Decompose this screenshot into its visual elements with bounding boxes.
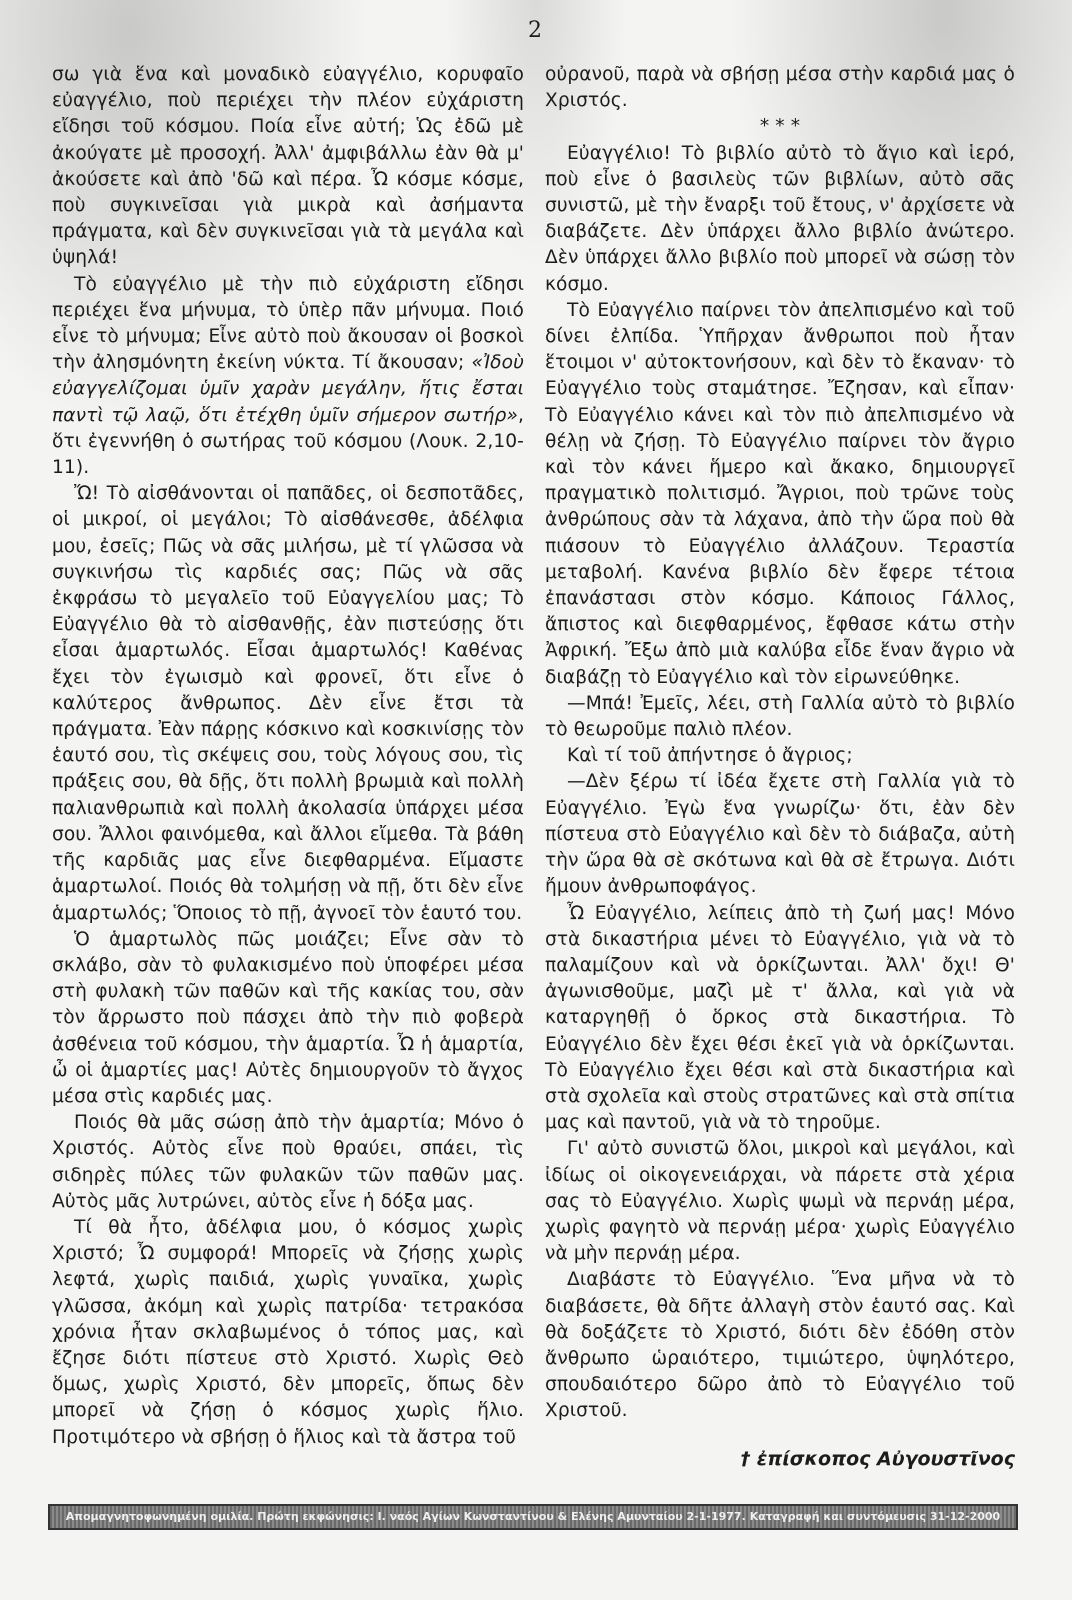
scripture-quote: «Ἰδοὺ εὐαγγελίζομαι ὑμῖν χαρὰν μεγάλην, ἥτις ἔσται παντὶ τῷ λαῷ, ὅτι ἐτέχθη ὑμῖν σήμερον σωτήρ» (52, 352, 524, 426)
paragraph: Ὁ ἁμαρτωλὸς πῶς μοιάζει; Εἶνε σὰν τὸ σκλάβο, σὰν τὸ φυλακισμένο ποὺ ὑποφέρει μέσα στὴ φυλακὴ τῶν παθῶν καὶ τῆς κακίας του, σὰν τὸν ἄρρωστο ποὺ πάσχει ἀπὸ τὴν πιὸ φοβερὰ ἀσθένεια τοῦ κόσμου, τὴν ἁμαρτία. Ὦ ἡ ἁμαρτία, ὦ οἱ ἁμαρτίες μας! Αὐτὲς δημιουργοῦν τὸ ἄγχος μέσα στὶς καρδιές μας. (52, 928, 524, 1107)
right-column (545, 62, 1015, 1425)
paragraph: Γι' αὐτὸ συνιστῶ ὅλοι, μικροὶ καὶ μεγάλοι, καὶ ἰδίως οἱ οἰκογενειάρχαι, νὰ πάρετε στὰ χέρια σας τὸ Εὐαγγέλιο. Χωρὶς ψωμὶ νὰ περνάῃ μέρα, χωρὶς φαγητὸ νὰ περνάῃ μέρα· χωρὶς Εὐαγγέλιο νὰ μὴν περνάῃ μέρα. (545, 1138, 1015, 1265)
paragraph: σω γιὰ ἕνα καὶ μοναδικὸ εὐαγγέλιο, κορυφαῖο εὐαγγέλιο, ποὺ περιέχει τὴν πλέον εὐχάριστη εἴδησι τοῦ κόσμου. Ποία εἶνε αὐτή; Ὡς ἐδῶ μὲ ἀκούγατε μὲ προσοχή. Ἀλλ' ἀμφιβάλλω ἐὰν θὰ μ' ἀκούσετε καὶ ἀπὸ 'δῶ καὶ πέρα. Ὦ κόσμε κόσμε, ποὺ συγκινεῖσαι γιὰ μικρὰ καὶ ἀσήμαντα πράγματα, καὶ δὲν συγκινεῖσαι γιὰ τὰ μεγάλα καὶ ὑψηλά! (52, 64, 524, 269)
paragraph: οὐρανοῦ, παρὰ νὰ σβήσῃ μέσα στὴν καρδιά μας ὁ Χριστός. (545, 64, 1015, 112)
paragraph: Τὸ Εὐαγγέλιο παίρνει τὸν ἀπελπισμένο καὶ τοῦ δίνει ἐλπίδα. Ὑπῆρχαν ἄνθρωποι ποὺ ἦταν ἕτοιμοι ν' αὐτοκτονήσουν, καὶ δὲν τὸ ἔκαναν· τὸ Εὐαγγέλιο τοὺς σταμάτησε. Ἔζησαν, καὶ εἶπαν· Τὸ Εὐαγγέλιο κάνει καὶ τὸν πιὸ ἀπελπισμένο νὰ θέλῃ νὰ ζήσῃ. Τὸ Εὐαγγέλιο παίρνει τὸν ἄγριο καὶ τὸν κάνει ἥμερο καὶ ἄκακο, δημιουργεῖ πραγματικὸ πολιτισμό. Ἄγριοι, ποὺ τρῶνε τοὺς ἀνθρώπους σὰν τὰ λάχανα, ἀπὸ τὴν ὥρα ποὺ θὰ πιάσουν τὸ Εὐαγγέλιο ἀλλάζουν. Τεραστία μεταβολή. Κανένα βιβλίο δὲν ἔφερε τέτοια ἐπανάστασι στὸν κόσμο. Κάποιος Γάλλος, ἄπιστος καὶ διεφθαρμένος, ἔφθασε κάτω στὴν Ἀφρική. Ἔξω ἀπὸ μιὰ καλύβα εἶδε ἕναν ἄγριο νὰ διαβάζῃ τὸ Εὐαγγέλιο καὶ τὸν εἰρωνεύθηκε. (545, 299, 1015, 688)
author-signature: † ἐπίσκοπος Αὐγουστῖνος (740, 1448, 1015, 1470)
paragraph: Ὤ! Τὸ αἰσθάνονται οἱ παπᾶδες, οἱ δεσποτᾶδες, οἱ μικροί, οἱ μεγάλοι; Τὸ αἰσθάνεσθε, ἀδέλφια μου, ἐσεῖς; Πῶς νὰ σᾶς μιλήσω, μὲ τί γλῶσσα νὰ συγκινήσω τὶς καρδιές σας; Πῶς νὰ σᾶς ἐκφράσω τὸ μεγαλεῖο τοῦ Εὐαγγελίου μας; Τὸ Εὐαγγέλιο θὰ τὸ αἰσθανθῇς, ἐὰν πιστεύσῃς ὅτι εἶσαι ἁμαρτωλός. Εἶσαι ἁμαρτωλός! Καθένας ἔχει τὸν ἐγωισμὸ καὶ φρονεῖ, ὅτι εἶνε ὁ καλύτερος ἄνθρωπος. Δὲν εἶνε ἔτσι τὰ πράγματα. Ἐὰν πάρῃς κόσκινο καὶ κοσκινίσῃς τὸν ἑαυτό σου, τὶς σκέψεις σου, τοὺς λόγους σου, τὶς πράξεις σου, θὰ δῇς, ὅτι πολλὴ βρωμιὰ καὶ πολλὴ παλιανθρωπιὰ καὶ πολλὴ ἀκολασία ὑπάρχει μέσα σου. Ἄλλοι φαινόμεθα, καὶ ἄλλοι εἴμεθα. Τὰ βάθη τῆς καρδιᾶς μας εἶνε διεφθαρμένα. Εἴμαστε ἁμαρτωλοί. Ποιός θὰ τολμήσῃ νὰ πῇ, ὅτι δὲν εἶνε ἁμαρτωλός; Ὅποιος τὸ πῇ, ἀγνοεῖ τὸν ἑαυτό του. (52, 483, 524, 924)
paragraph: Ὦ Εὐαγγέλιο, λείπεις ἀπὸ τὴ ζωή μας! Μόνο στὰ δικαστήρια μένει τὸ Εὐαγγέλιο, γιὰ νὰ τὸ παλαμίζουν καὶ νὰ ὁρκίζωνται. Ἀλλ' ὄχι! Θ' ἀγωνισθοῦμε, μαζὶ μὲ τ' ἄλλα, καὶ γιὰ νὰ καταργηθῇ ὁ ὅρκος στὰ δικαστήρια. Τὸ Εὐαγγέλιο δὲν ἔχει θέσι ἐκεῖ γιὰ νὰ ὁρκίζωνται. Τὸ Εὐαγγέλιο ἔχει θέσι καὶ στὰ δικαστήρια καὶ στὰ σχολεῖα καὶ στοὺς στρατῶνες καὶ στὰ σπίτια μας καὶ παντοῦ, γιὰ νὰ τὸ τηροῦμε. (545, 902, 1015, 1134)
paragraph: Εὐαγγέλιο! Τὸ βιβλίο αὐτὸ τὸ ἅγιο καὶ ἱερό, ποὺ εἶνε ὁ βασιλεὺς τῶν βιβλίων, αὐτὸ σᾶς συνιστῶ, μὲ τὴν ἔναρξι τοῦ ἔτους, ν' ἀρχίσετε νὰ διαβάζετε. Δὲν ὑπάρχει ἄλλο βιβλίο ἀνώτερο. Δὲν ὑπάρχει ἄλλο βιβλίο ποὺ μπορεῖ νὰ σώσῃ τὸν κόσμο. (545, 142, 1015, 295)
section-separator: * * * (759, 116, 801, 138)
paragraph: —Μπά! Ἐμεῖς, λέει, στὴ Γαλλία αὐτὸ τὸ βιβλίο τὸ θεωροῦμε παλιὸ πλέον. (545, 692, 1015, 741)
page-number: 2 (528, 18, 542, 43)
paragraph (52, 272, 524, 482)
paragraph: Ποιός θὰ μᾶς σώσῃ ἀπὸ τὴν ἁμαρτία; Μόνο ὁ Χριστός. Αὐτὸς εἶνε ποὺ θραύει, σπάει, τὶς σιδηρὲς πύλες τῶν φυλακῶν τῶν παθῶν μας. Αὐτὸς μᾶς λυτρώνει, αὐτὸς εἶνε ἡ δόξα μας. (52, 1112, 524, 1212)
paragraph-text: Τὸ εὐαγγέλιο μὲ τὴν πιὸ εὐχάριστη εἴδησι περιέχει ἕνα μήνυμα, τὸ ὑπὲρ πᾶν μήνυμα. Ποιό εἶνε τὸ μήνυμα; Εἶνε αὐτὸ ποὺ ἄκουσαν οἱ βοσκοὶ τὴν ἀλησμόνητη ἐκείνη νύκτα. Τί ἄκουσαν; (52, 273, 524, 374)
paragraph: Τί θὰ ἦτο, ἀδέλφια μου, ὁ κόσμος χωρὶς Χριστό; Ὦ συμφορά! Μπορεῖς νὰ ζήσῃς χωρὶς λεφτά, χωρὶς παιδιά, χωρὶς γυναῖκα, χωρὶς γλῶσσα, ἀκόμη καὶ χωρὶς πατρίδα· τετρακόσα χρόνια ἦταν σκλαβωμένος ὁ τόπος μας, καὶ ἔζησε διότι πίστευε στὸ Χριστό. Χωρὶς Θεὸ ὅμως, χωρὶς Χριστό, δὲν μπορεῖς, ὅπως δὲν μπορεῖ νὰ ζήσῃ ὁ κόσμος χωρὶς ἥλιο. Προτιμότερο νὰ σβήσῃ ὁ ἥλιος καὶ τὰ ἄστρα τοῦ (52, 1216, 524, 1448)
footer-note: Απομαγνητοφωνημένη ομιλία. Πρώτη εκφώνησις: I. ναός Αγίων Κωνσταντίνου & Ελένης Αμυνταίου 2-1-1977. Καταγραφή και συντόμευσις 31-12-2000 (48, 1504, 1018, 1530)
paragraph-text: , ὅτι ἐγεννήθη ὁ σωτήρας τοῦ κόσμου (Λουκ. 2,10-11). (52, 404, 524, 479)
paragraph: Διαβάστε τὸ Εὐαγγέλιο. Ἕνα μῆνα νὰ τὸ διαβάσετε, θὰ δῆτε ἀλλαγὴ στὸν ἑαυτό σας. Καὶ θὰ δοξάζετε τὸ Χριστό, διότι δὲν ἐδόθη στὸν ἄνθρωπο ὡραιότερο, τιμιώτερο, ὑψηλότερο, σπουδαιότερο δῶρο ἀπὸ τὸ Εὐαγγέλιο τοῦ Χριστοῦ. (545, 1269, 1015, 1422)
left-column (52, 62, 524, 1451)
paragraph: —Δὲν ξέρω τί ἰδέα ἔχετε στὴ Γαλλία γιὰ τὸ Εὐαγγέλιο. Ἐγὼ ἕνα γνωρίζω· ὅτι, ἐὰν δὲν πίστευα στὸ Εὐαγγέλιο καὶ δὲν τὸ διάβαζα, αὐτὴ τὴν ὥρα θὰ σὲ σκότωνα καὶ θὰ σὲ ἔτρωγα. Διότι ἤμουν ἀνθρωποφάγος. (545, 771, 1015, 898)
paragraph: Καὶ τί τοῦ ἀπήντησε ὁ ἄγριος; (567, 745, 853, 767)
